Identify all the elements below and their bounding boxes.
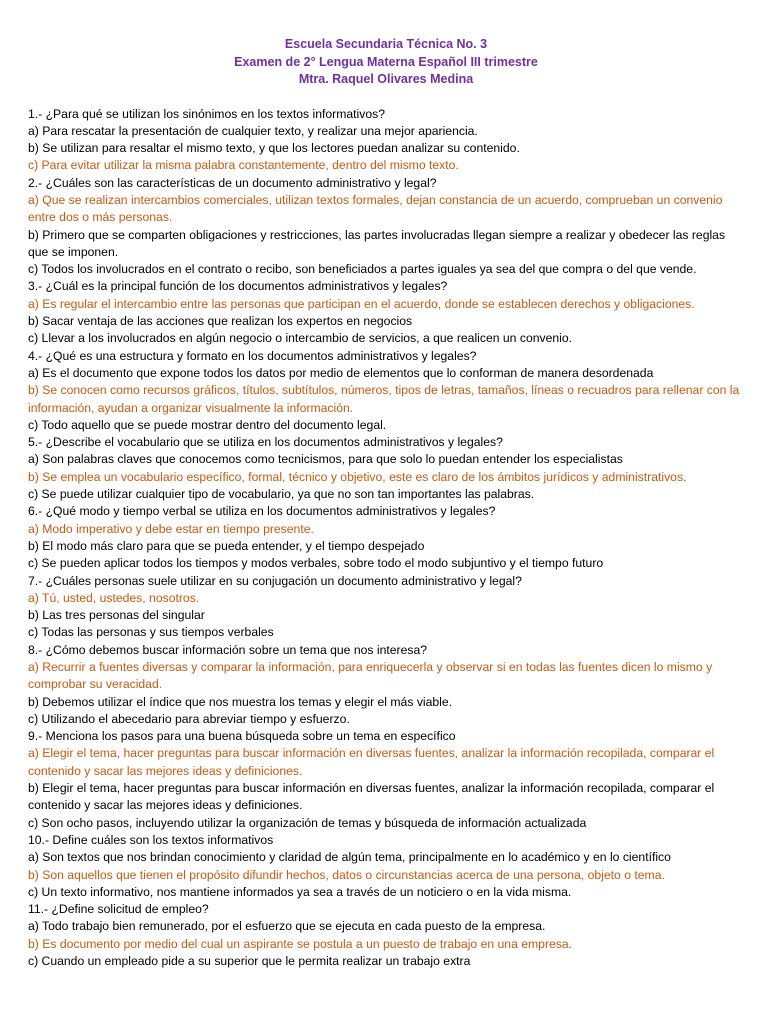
answer-option: c) Utilizando el abecedario para abreviar tiempo y esfuerzo. [28,711,350,726]
answer-option: c) Cuando un empleado pide a su superior que le permita realizar un trabajo extra [28,954,471,969]
answer-option: c) Todos los involucrados en el contrato o recibo, son beneficiados a partes iguales ya sea del que compra o del que vende. [28,262,697,277]
answer-option: c) Todas las personas y sus tiempos verbales [28,625,274,640]
answer-option-correct: b) Son aquellos que tienen el propósito difundir hechos, datos o circunstancias acerca de una persona, objeto o tema. [28,867,665,882]
answer-option: c) Todo aquello que se puede mostrar dentro del documento legal. [28,417,387,432]
question-block [28,434,744,503]
question-text: 1.- ¿Para qué se utilizan los sinónimos en los textos informativos? [28,106,385,121]
answer-option: b) Primero que se comparten obligaciones y restricciones, las partes involucradas llegan siempre a realizar y obedecer las reglas que se imponen. [28,227,726,259]
answer-option-correct: a) Es regular el intercambio entre las personas que participan en el acuerdo, donde se establecen derechos y obligaciones. [28,296,695,311]
answer-option-correct: a) Modo imperativo y debe estar en tiempo presente. [28,521,314,536]
answer-option: b) Debemos utilizar el índice que nos muestra los temas y elegir el más viable. [28,694,453,709]
question-list [28,106,744,971]
answer-option: a) Para rescatar la presentación de cualquier texto, y realizar una mejor apariencia. [28,123,478,138]
answer-option-correct: b) Es documento por medio del cual un aspirante se postula a un puesto de trabajo en una empresa. [28,936,573,951]
answer-option: a) Todo trabajo bien remunerado, por el esfuerzo que se ejecuta en cada puesto de la empresa. [28,919,546,934]
answer-option: a) Es el documento que expone todos los datos por medio de elementos que lo conforman de manera desordenada [28,365,654,380]
teacher-name: Mtra. Raquel Olivares Medina [298,72,474,86]
answer-option: b) Se utilizan para resaltar el mismo texto, y que los lectores puedan analizar su contenido. [28,141,520,156]
answer-option: c) Se pueden aplicar todos los tiempos y modos verbales, sobre todo el modo subjuntivo y el tiempo futuro [28,556,604,571]
answer-option: c) Son ocho pasos, incluyendo utilizar la organización de temas y búsqueda de información actualizada [28,815,587,830]
exam-title: Examen de 2° Lengua Materna Español III trimestre [234,54,538,69]
answer-option: a) Son palabras claves que conocemos como tecnicismos, para que solo lo puedan entender los especialistas [28,452,623,467]
answer-option-correct: a) Que se realizan intercambios comerciales, utilizan textos formales, dejan constancia de un acuerdo, comprueban un convenio entre dos o más personas. [28,192,723,225]
question-text: 4.- ¿Qué es una estructura y formato en los documentos administrativos y legales? [28,348,477,363]
question-block [28,642,744,728]
answer-option-correct: a) Tú, usted, ustedes, nosotros. [28,590,200,605]
answer-option: b) Sacar ventaja de las acciones que realizan los expertos en negocios [28,314,413,329]
exam-page [28,36,744,970]
answer-option: a) Son textos que nos brindan conocimiento y claridad de algún tema, principalmente en lo académico y en lo científico [28,850,671,865]
question-text: 10.- Define cuáles son los textos informativos [28,832,274,847]
question-block [28,832,744,901]
question-block [28,901,744,970]
answer-option-correct: b) Se emplea un vocabulario específico, formal, técnico y objetivo, este es claro de los ámbitos jurídicos y administrativos. [28,469,687,484]
answer-option-correct: c) Para evitar utilizar la misma palabra constantemente, dentro del mismo texto. [28,158,459,173]
question-text: 9.- Menciona los pasos para una buena búsqueda sobre un tema en específico [28,729,456,744]
question-text: 11.- ¿Define solicitud de empleo? [28,902,209,917]
question-block [28,106,744,175]
answer-option: b) Elegir el tema, hacer preguntas para buscar información en diversas fuentes, analizar la información recopilada, comparar el contenido y sacar las mejores ideas y definiciones. [28,781,715,813]
question-text: 5.- ¿Describe el vocabulario que se utiliza en los documentos administrativos y legales? [28,435,503,450]
answer-option: b) Las tres personas del singular [28,608,205,623]
answer-option-correct: a) Recurrir a fuentes diversas y comparar la información, para enriquecerla y observar si en todas las fuentes dicen lo mismo y comprobar su veracidad. [28,660,713,692]
question-block [28,278,744,347]
answer-option-correct: b) Se conocen como recursos gráficos, títulos, subtítulos, números, tipos de letras, tamaños, líneas o recuadros para rellenar con la información, ayudan a organizar visualmente la información. [28,383,740,415]
answer-option: c) Un texto informativo, nos mantiene informados ya sea a través de un noticiero o en la vida misma. [28,884,572,899]
answer-option: c) Se puede utilizar cualquier tipo de vocabulario, ya que no son tan importantes las palabras. [28,487,535,502]
exam-header [28,36,744,89]
question-text: 2.- ¿Cuáles son las características de un documento administrativo y legal? [28,175,437,190]
question-text: 7.- ¿Cuáles personas suele utilizar en su conjugación un documento administrativo y legal? [28,573,522,588]
school-name: Escuela Secundaria Técnica No. 3 [284,37,488,51]
answer-option: c) Llevar a los involucrados en algún negocio o intercambio de servicios, a que realicen un convenio. [28,331,573,346]
question-text: 3.- ¿Cuál es la principal función de los documentos administrativos y legales? [28,279,448,294]
answer-option: b) El modo más claro para que se pueda entender, y el tiempo despejado [28,538,425,553]
question-block [28,348,744,434]
spacer [28,89,744,106]
answer-option-correct: a) Elegir el tema, hacer preguntas para buscar información en diversas fuentes, analizar la información recopilada, comparar el contenido y sacar las mejores ideas y definiciones. [28,746,715,778]
question-block [28,175,744,279]
question-block [28,728,744,832]
question-block [28,573,744,642]
question-text: 6.- ¿Qué modo y tiempo verbal se utiliza en los documentos administrativos y legales? [28,504,496,519]
question-block [28,503,744,572]
question-text: 8.- ¿Cómo debemos buscar información sobre un tema que nos interesa? [28,642,428,657]
